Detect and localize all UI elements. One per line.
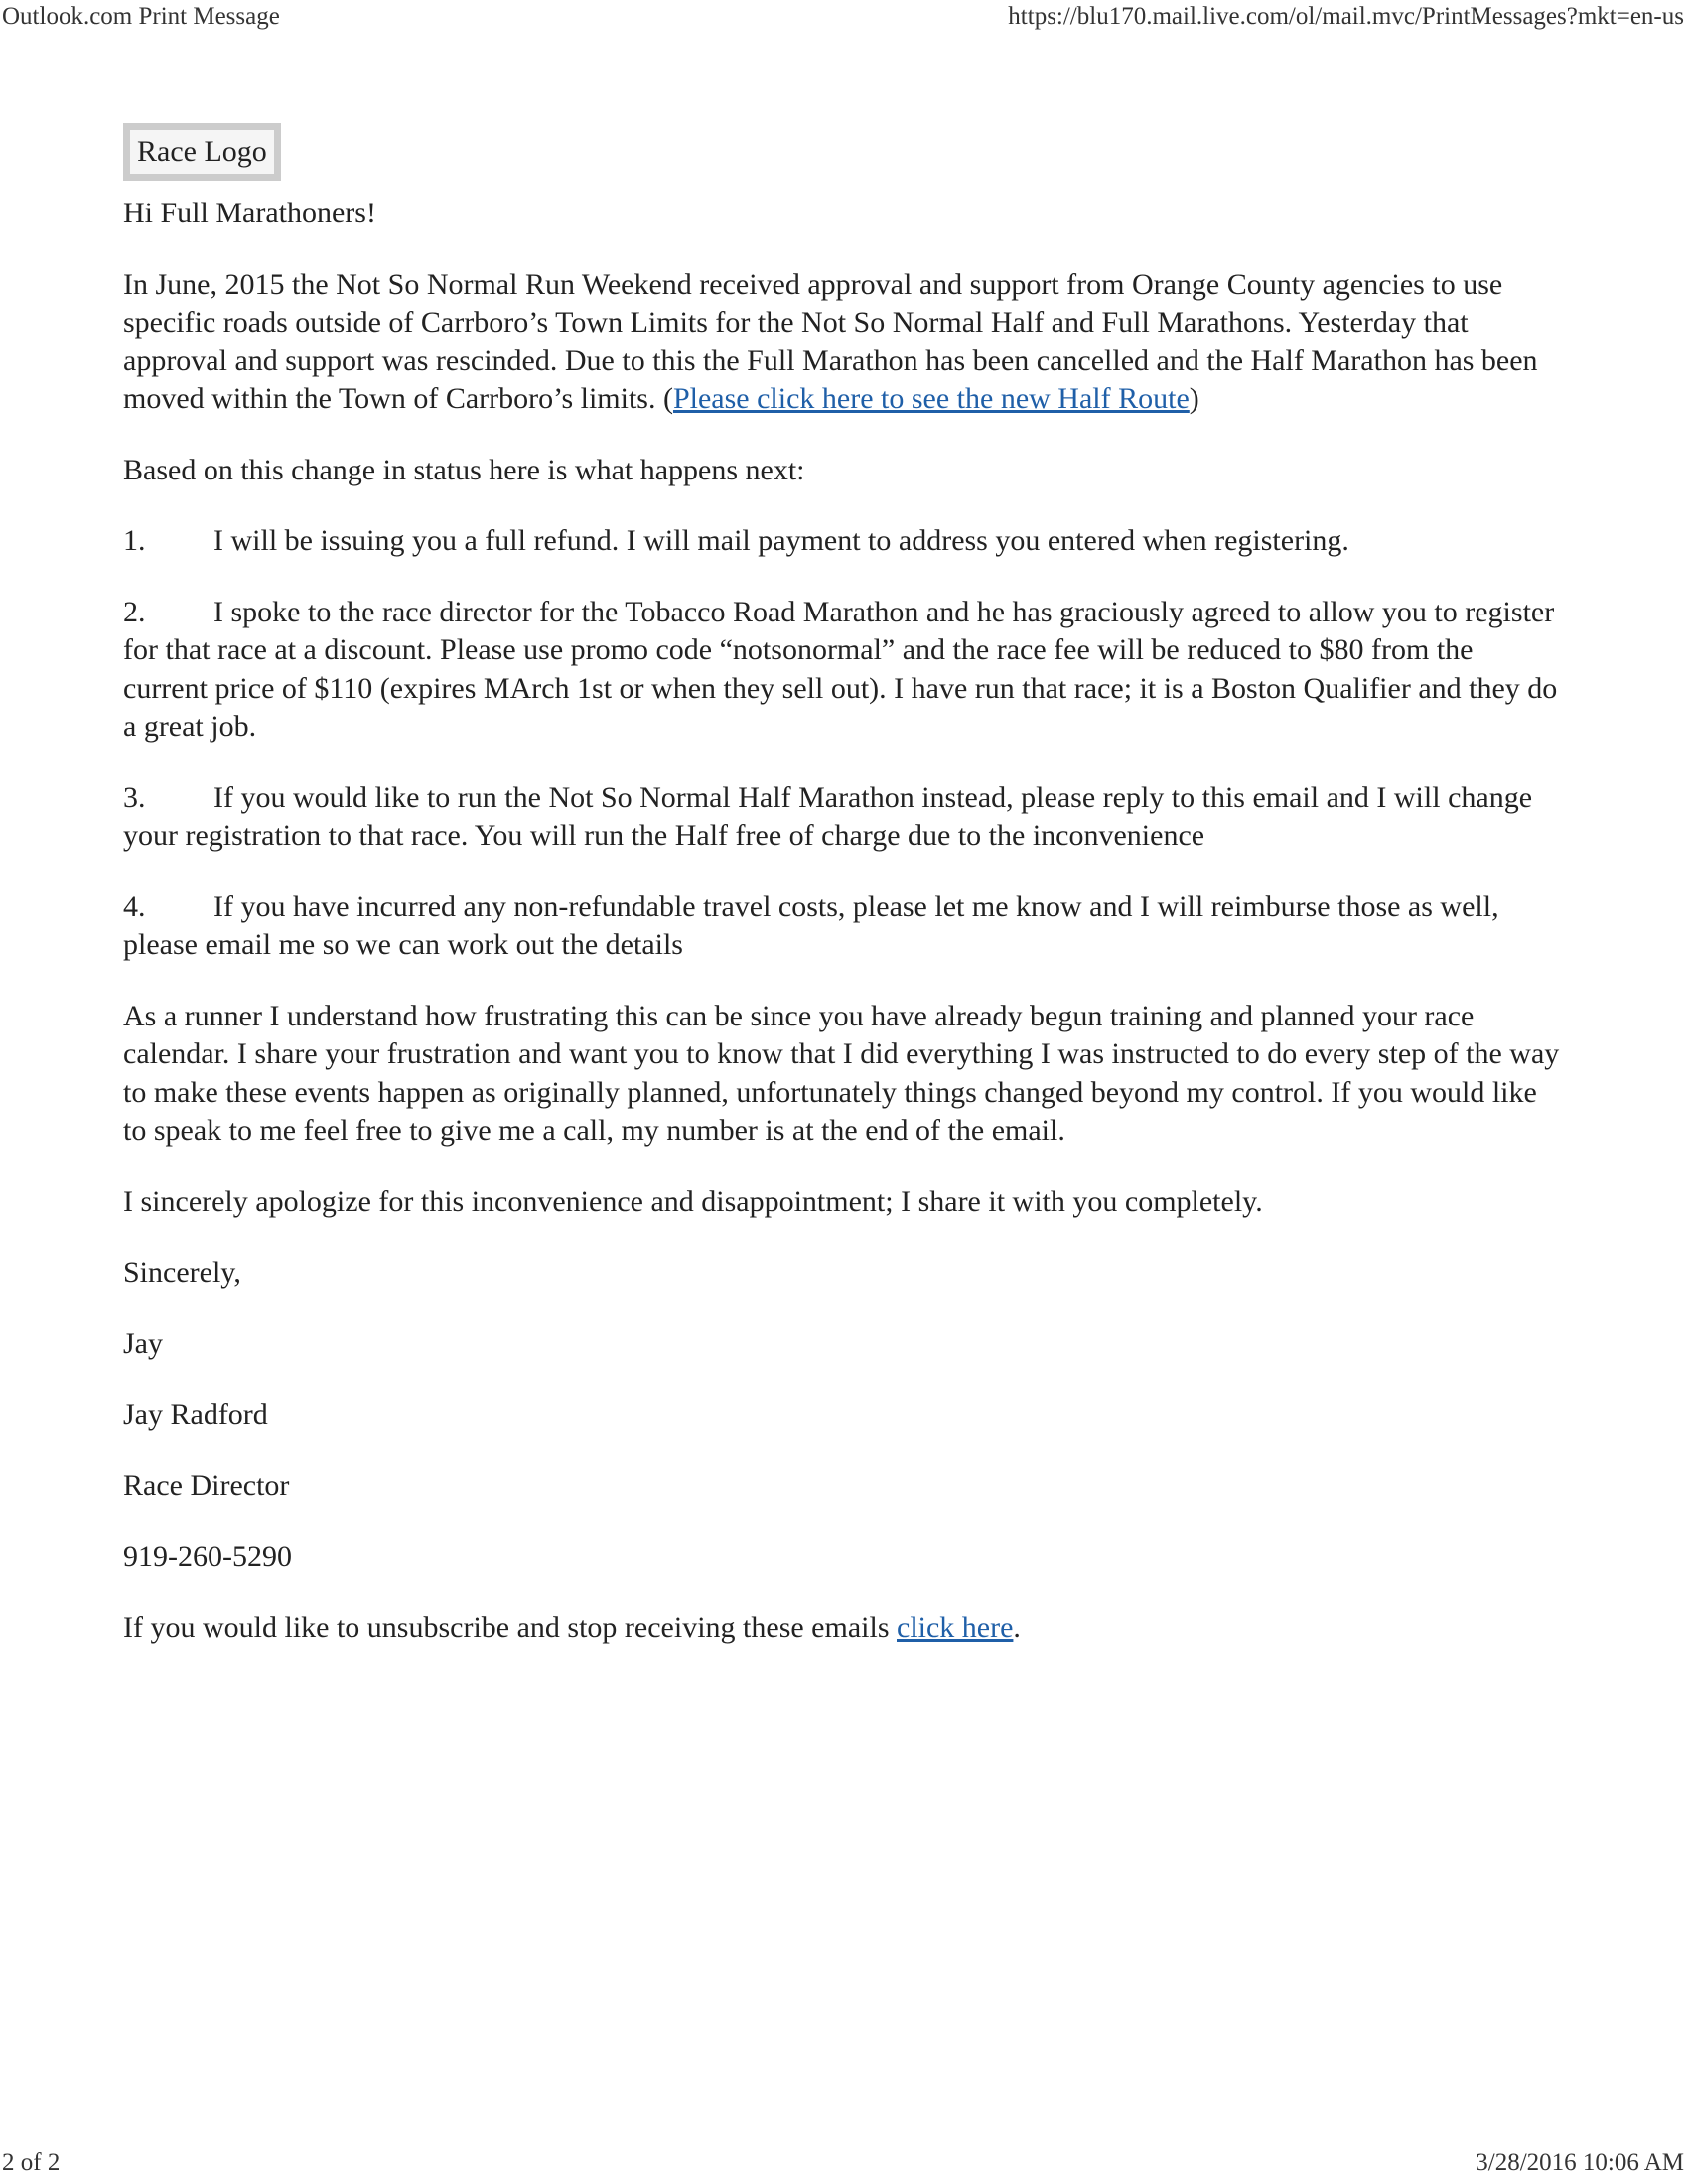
print-header-title: Outlook.com Print Message bbox=[2, 3, 280, 30]
print-footer-page: 2 of 2 bbox=[2, 2149, 61, 2176]
list-item-text: I will be issuing you a full refund. I will mail payment to address you entered when registering. bbox=[213, 524, 1349, 557]
list-item-number: 3. bbox=[123, 780, 146, 814]
signature-short: Jay bbox=[123, 1326, 163, 1360]
unsubscribe-paragraph bbox=[123, 1609, 1563, 1648]
list-item-text: If you have incurred any non-refundable travel costs, please let me know and I will reimburse those as well, please email me so we can work out the details bbox=[123, 889, 1499, 961]
list-item-number: 2. bbox=[123, 595, 146, 628]
half-route-link[interactable]: Please click here to see the new Half Route bbox=[672, 382, 1190, 415]
unsubscribe-text: If you would like to unsubscribe and stop receiving these emails bbox=[123, 1610, 897, 1644]
signature-name: Jay Radford bbox=[123, 1398, 268, 1431]
list-item-number: 4. bbox=[123, 889, 146, 923]
race-logo bbox=[123, 123, 281, 181]
list-item bbox=[123, 522, 1563, 561]
intro-paragraph bbox=[123, 266, 1563, 419]
race-logo-alt-text: Race Logo bbox=[130, 130, 274, 174]
apology-paragraph: I sincerely apologize for this inconvenience and disappointment; I share it with you completely. bbox=[123, 1184, 1263, 1218]
unsubscribe-end: . bbox=[1013, 1610, 1021, 1644]
signature-phone: 919-260-5290 bbox=[123, 1540, 292, 1572]
list-item-text: If you would like to run the Not So Normal Half Marathon instead, please reply to this email and I will change your registration to that race. You will run the Half free of charge due to the inconvenience bbox=[123, 780, 1533, 852]
intro-close: ) bbox=[1189, 382, 1199, 415]
next-steps-paragraph: Based on this change in status here is what happens next: bbox=[123, 453, 805, 486]
runner-paragraph: As a runner I understand how frustrating this can be since you have already begun training and planned your race calendar. I share your frustration and want you to know that I did everything I was instructed to do every step of the way to make these events happen as originally planned, unfortunately things changed beyond my control. If you would like to speak to me feel free to give me a call, my number is at the end of the email. bbox=[123, 999, 1560, 1147]
print-footer-timestamp: 3/28/2016 10:06 AM bbox=[1476, 2149, 1684, 2176]
signature-title: Race Director bbox=[123, 1468, 290, 1502]
print-header-url: https://blu170.mail.live.com/ol/mail.mvc/PrintMessages?mkt=en-us bbox=[1008, 3, 1684, 30]
intro-text: In June, 2015 the Not So Normal Run Weekend received approval and support from Orange County agencies to use specific roads outside of Carrboro’s Town Limits for the Not So Normal Half and Full Marathons. Yesterday that approval and support was rescinded. Due to this the Full Marathon has been cancelled and the Half Marathon has been moved within the Town of Carrboro’s limits. ( bbox=[123, 267, 1538, 415]
list-item bbox=[123, 779, 1563, 856]
closing: Sincerely, bbox=[123, 1256, 241, 1289]
email-body bbox=[123, 123, 1563, 1680]
unsubscribe-link[interactable]: click here bbox=[897, 1610, 1014, 1644]
list-item bbox=[123, 888, 1563, 965]
list-item-text: I spoke to the race director for the Tobacco Road Marathon and he has graciously agreed to allow you to register for that race at a discount. Please use promo code “notsonormal” and the race fee will be reduced to $80 from the current price of $110 (expires MArch 1st or when they sell out). I have run that race; it is a Boston Qualifier and they do a great job. bbox=[123, 595, 1558, 743]
list-item-number: 1. bbox=[123, 524, 146, 557]
greeting: Hi Full Marathoners! bbox=[123, 197, 376, 229]
list-item bbox=[123, 594, 1563, 747]
